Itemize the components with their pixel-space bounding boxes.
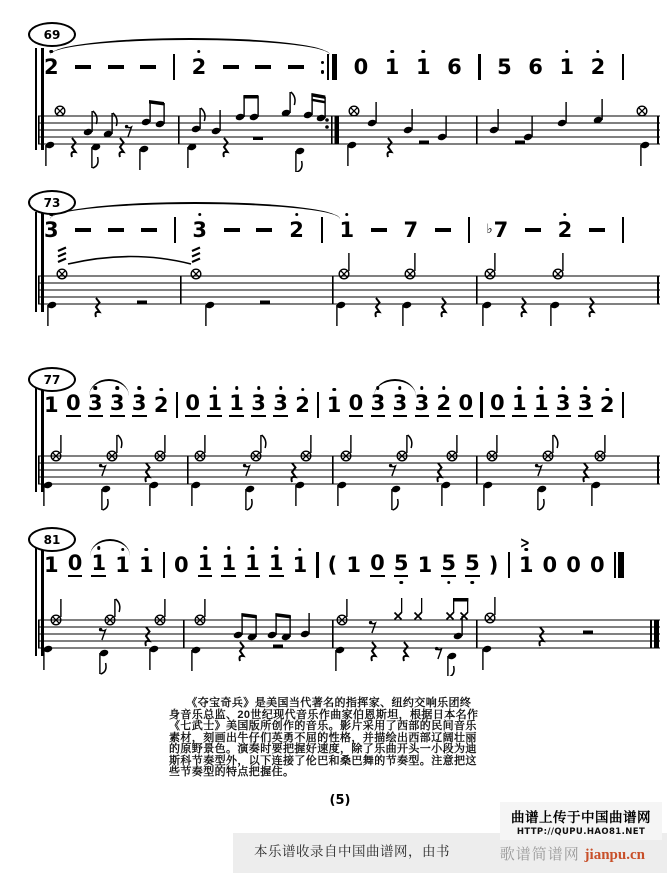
jianpu-note: 2 [44, 57, 59, 78]
jianpu-note: 3 [44, 220, 59, 241]
jianpu-note: 1 [346, 552, 362, 577]
jianpu-note: 0 [173, 552, 189, 577]
jianpu-note: 1 [115, 555, 130, 576]
jianpu-dash [435, 228, 451, 232]
jianpu-note: 1 [44, 555, 59, 576]
jianpu-note: 1 [198, 553, 213, 577]
jianpu-note: 1 [229, 393, 244, 417]
jianpu-note: 6 [528, 54, 543, 79]
parenthesis: ) [488, 552, 499, 577]
jianpu-note: 1 [385, 57, 400, 78]
jianpu-dash [224, 228, 240, 232]
jianpu-note: 3 [88, 393, 103, 417]
jianpu-note: 3 [251, 393, 266, 417]
jianpu-note: 0 [490, 391, 505, 415]
jianpu-note: 1 [221, 553, 236, 577]
barline [176, 392, 178, 418]
jianpu-note: 0 [67, 551, 83, 575]
jianpu-note: 3 [393, 393, 408, 417]
barline [316, 552, 318, 578]
jianpu-note: 1 [245, 553, 260, 577]
final-barline [614, 552, 624, 578]
jianpu-note: 1 [207, 393, 222, 417]
jianpu-note: ♭7 [486, 217, 509, 242]
jianpu-dash [288, 65, 304, 69]
jianpu-note: 1 [139, 555, 154, 576]
page-number: (5) [329, 793, 351, 808]
barline [480, 392, 482, 418]
jianpu-dash [256, 228, 272, 232]
jianpu-note: 2 [437, 393, 452, 417]
jianpu-line [44, 50, 624, 84]
jianpu-note: 3 [110, 393, 125, 417]
jianpu-note: 6 [447, 54, 462, 79]
barline [163, 552, 165, 578]
jianpu-dash [525, 228, 541, 232]
jianpu-note: 2 [558, 220, 573, 241]
jianpu-note: 2 [289, 220, 304, 241]
jianpu-note: 0 [590, 552, 605, 577]
staff-notation [0, 246, 667, 332]
jianpu-watermark-site: 歌谱简谱网 [499, 846, 580, 863]
jianpu-dash [141, 228, 157, 232]
jianpu-dash [75, 65, 91, 69]
measure-number-oval: 73 [28, 190, 76, 215]
measure-number-oval: 69 [28, 22, 76, 47]
jianpu-note: 1 [417, 552, 433, 577]
jianpu-note: 0 [353, 54, 369, 79]
jianpu-note: 3 [371, 393, 386, 417]
description-line: 《七武士》美国版所创作的音乐。影片采用了西部的民间音乐 [169, 720, 477, 732]
measure-number-oval: 77 [28, 367, 76, 392]
qupu-watermark-title: 曲谱上传于中国曲谱网 [511, 810, 651, 825]
jianpu-note: 2 [192, 57, 207, 78]
jianpu-note: 1 > [518, 533, 534, 577]
jianpu-note: 2 [591, 57, 606, 78]
qupu-watermark-url: HTTP://QUPU.HAO81.NET [516, 827, 646, 837]
barline [173, 54, 175, 80]
jianpu-note: 0 [458, 391, 474, 415]
jianpu-note: 5 [497, 54, 512, 79]
staff-notation [0, 426, 667, 512]
jianpu-dash [255, 65, 271, 69]
jianpu-note: 0 [65, 391, 81, 415]
slur [50, 202, 340, 219]
jianpu-dash [140, 65, 156, 69]
repeat-barline [321, 54, 338, 80]
measure-number-oval: 81 [28, 527, 76, 552]
jianpu-note: 3 [578, 393, 593, 417]
barline [622, 54, 624, 80]
footer-source-text: 本乐谱收录自中国曲谱网，由书 [254, 844, 450, 859]
description-line: 斯科节奏型外，以下连接了伦巴和桑巴舞的节奏型。注意把这 [169, 754, 477, 767]
barline [478, 54, 480, 80]
description-line: 些节奏型的特点把握住。 [169, 766, 295, 778]
barline [317, 392, 319, 418]
barline [174, 217, 176, 243]
jianpu-note: 1 [293, 555, 308, 576]
jianpu-note: 2 [154, 395, 169, 416]
jianpu-note: 7 [403, 217, 419, 242]
jianpu-line [44, 213, 624, 247]
jianpu-note: 3 [556, 393, 571, 417]
jianpu-note: 3 [273, 393, 288, 417]
jianpu-note: 5 [441, 553, 456, 577]
jianpu-note: 0 [348, 391, 364, 415]
jianpu-note: 5 [394, 553, 409, 577]
slur [50, 38, 330, 55]
jianpu-note: 1 [269, 553, 284, 577]
program-notes [169, 698, 485, 779]
jianpu-note: 1 [327, 395, 342, 416]
jianpu-note: 2 [600, 395, 615, 416]
jianpu-watermark-domain: jianpu.cn [584, 847, 645, 863]
jianpu-watermark [500, 843, 645, 864]
barline [508, 552, 510, 578]
qupu-watermark [500, 802, 662, 840]
jianpu-dash [108, 228, 124, 232]
jianpu-note: 0 [185, 391, 200, 415]
jianpu-dash [589, 228, 605, 232]
jianpu-note: 1 [559, 57, 574, 78]
barline [622, 392, 624, 418]
jianpu-dash [223, 65, 239, 69]
staff-notation [0, 590, 667, 676]
jianpu-note: 1 [512, 393, 527, 417]
jianpu-note: 5 [465, 553, 480, 577]
jianpu-dash [75, 228, 91, 232]
jianpu-note: 3 [132, 393, 147, 417]
jianpu-note: 0 [566, 552, 581, 577]
parenthesis: ( [327, 552, 338, 577]
jianpu-note: 0 [542, 552, 558, 577]
jianpu-note: 1 [44, 395, 59, 416]
description-line: 的原野景色。演奏时要把握好速度，除了乐曲开头一小段为迪 [169, 743, 477, 755]
jianpu-dash [108, 65, 124, 69]
jianpu-note: 3 [192, 220, 207, 241]
jianpu-note: 3 [415, 393, 430, 417]
jianpu-line [44, 388, 624, 422]
jianpu-note: 1 [339, 220, 354, 241]
description-line: 《夺宝奇兵》是美国当代著名的指挥家、纽约交响乐团终 [169, 697, 472, 709]
barline [622, 217, 624, 243]
jianpu-dash [371, 228, 387, 232]
jianpu-note: 1 [416, 57, 431, 78]
staff-notation [0, 86, 667, 172]
jianpu-note: 0 [370, 551, 385, 575]
jianpu-note: 2 [295, 395, 310, 416]
description-line: 素材，刻画出牛仔们英勇不屈的性格，并描绘出西部辽阔壮丽 [169, 731, 477, 744]
description-line: 身音乐总监、20世纪现代音乐作曲家伯恩斯坦，根据日本名作 [169, 708, 479, 721]
jianpu-note: 1 [534, 393, 549, 417]
barline [321, 217, 323, 243]
barline [468, 217, 470, 243]
jianpu-note: 1 [91, 553, 106, 577]
